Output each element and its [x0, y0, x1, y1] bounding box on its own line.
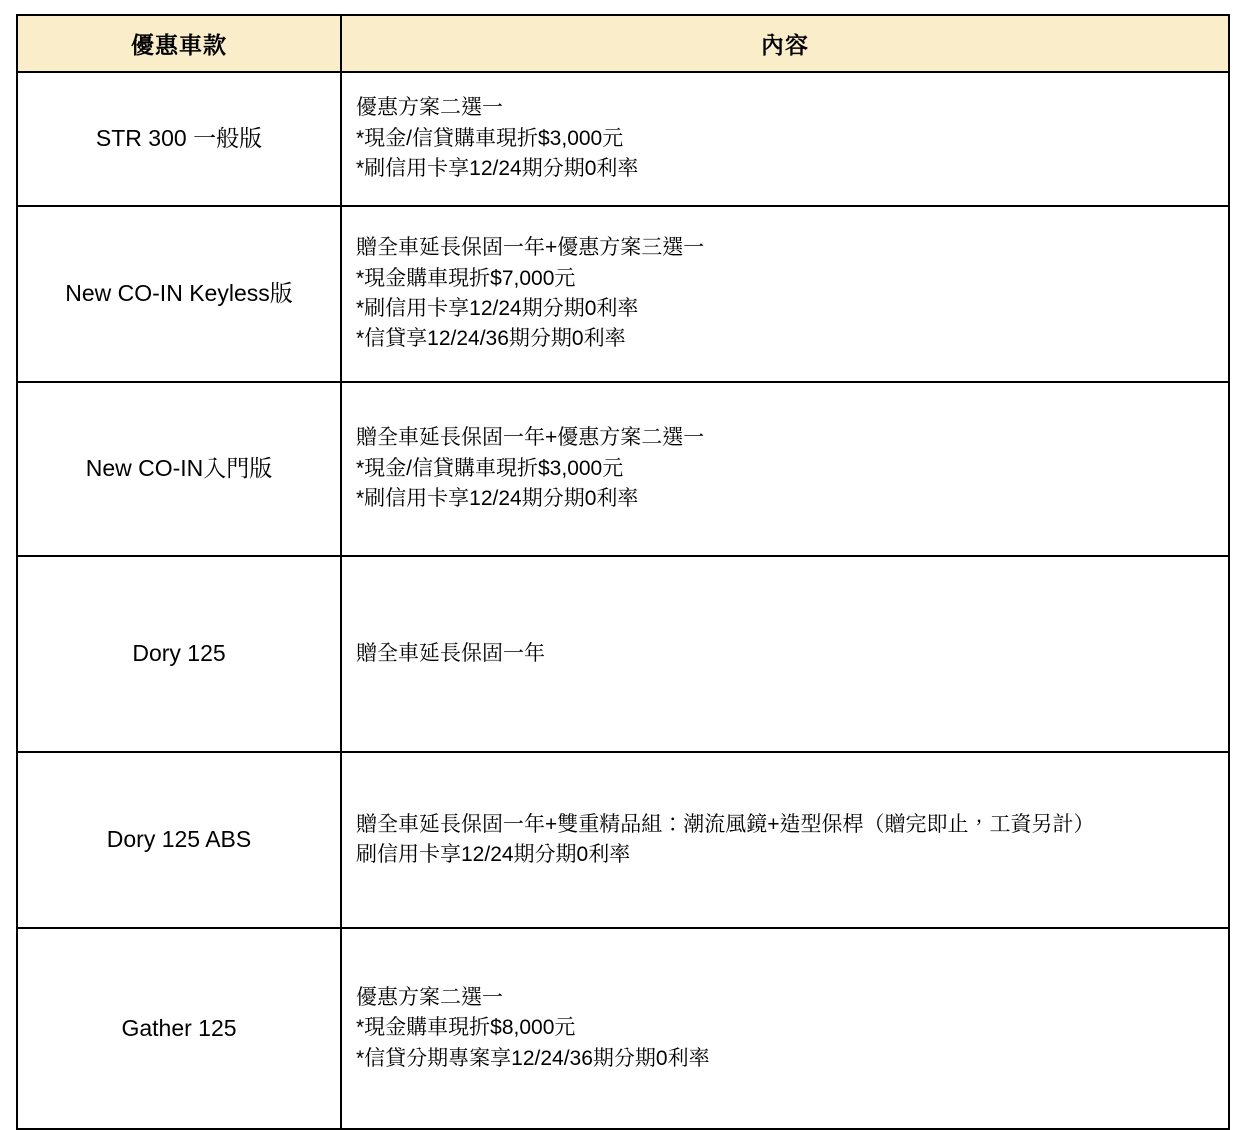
cell-content: [341, 206, 1229, 382]
content-line: *現金購車現折$8,000元: [356, 1016, 576, 1040]
cell-content: [341, 928, 1229, 1129]
content-line: *刷信用卡享12/24期分期0利率: [356, 487, 639, 511]
table-row: [17, 206, 1229, 382]
table-row: [17, 752, 1229, 928]
table-row: [17, 72, 1229, 206]
content-line: *現金/信貸購車現折$3,000元: [356, 456, 624, 480]
content-line: 優惠方案二選一: [356, 985, 503, 1009]
cell-content: [341, 556, 1229, 752]
cell-content: [341, 72, 1229, 206]
cell-model: New CO-IN入門版: [17, 382, 341, 556]
content-line: 刷信用卡享12/24期分期0利率: [356, 843, 631, 866]
column-header-content: 內容: [341, 15, 1229, 72]
column-header-model: 優惠車款: [17, 15, 341, 72]
promotion-table: [16, 14, 1230, 1130]
content-line: *信貸分期專案享12/24/36期分期0利率: [356, 1046, 710, 1070]
table-row: [17, 556, 1229, 752]
table-header-row: [17, 15, 1229, 72]
content-line: 贈全車延長保固一年: [356, 641, 545, 665]
content-line: 贈全車延長保固一年+優惠方案二選一: [356, 426, 705, 450]
cell-model: STR 300 一般版: [17, 72, 341, 206]
cell-model: Dory 125 ABS: [17, 752, 341, 928]
content-line: *刷信用卡享12/24期分期0利率: [356, 157, 639, 181]
table-body: [17, 72, 1229, 1129]
content-line: 贈全車延長保固一年+雙重精品組：潮流風鏡+造型保桿（贈完即止，工資另計）: [356, 812, 1095, 836]
content-line: *現金購車現折$7,000元: [356, 266, 576, 290]
cell-content: [341, 752, 1229, 928]
cell-model: Dory 125: [17, 556, 341, 752]
content-line: 優惠方案二選一: [356, 96, 503, 120]
content-line: *現金/信貸購車現折$3,000元: [356, 126, 624, 150]
cell-model: New CO-IN Keyless版: [17, 206, 341, 382]
content-line: 贈全車延長保固一年+優惠方案三選一: [356, 236, 705, 260]
content-line: *刷信用卡享12/24期分期0利率: [356, 297, 639, 320]
cell-content: [341, 382, 1229, 556]
table-row: [17, 382, 1229, 556]
content-line: *信貸享12/24/36期分期0利率: [356, 327, 626, 351]
cell-model: Gather 125: [17, 928, 341, 1129]
table-header: [17, 15, 1229, 72]
table-row: [17, 928, 1229, 1129]
